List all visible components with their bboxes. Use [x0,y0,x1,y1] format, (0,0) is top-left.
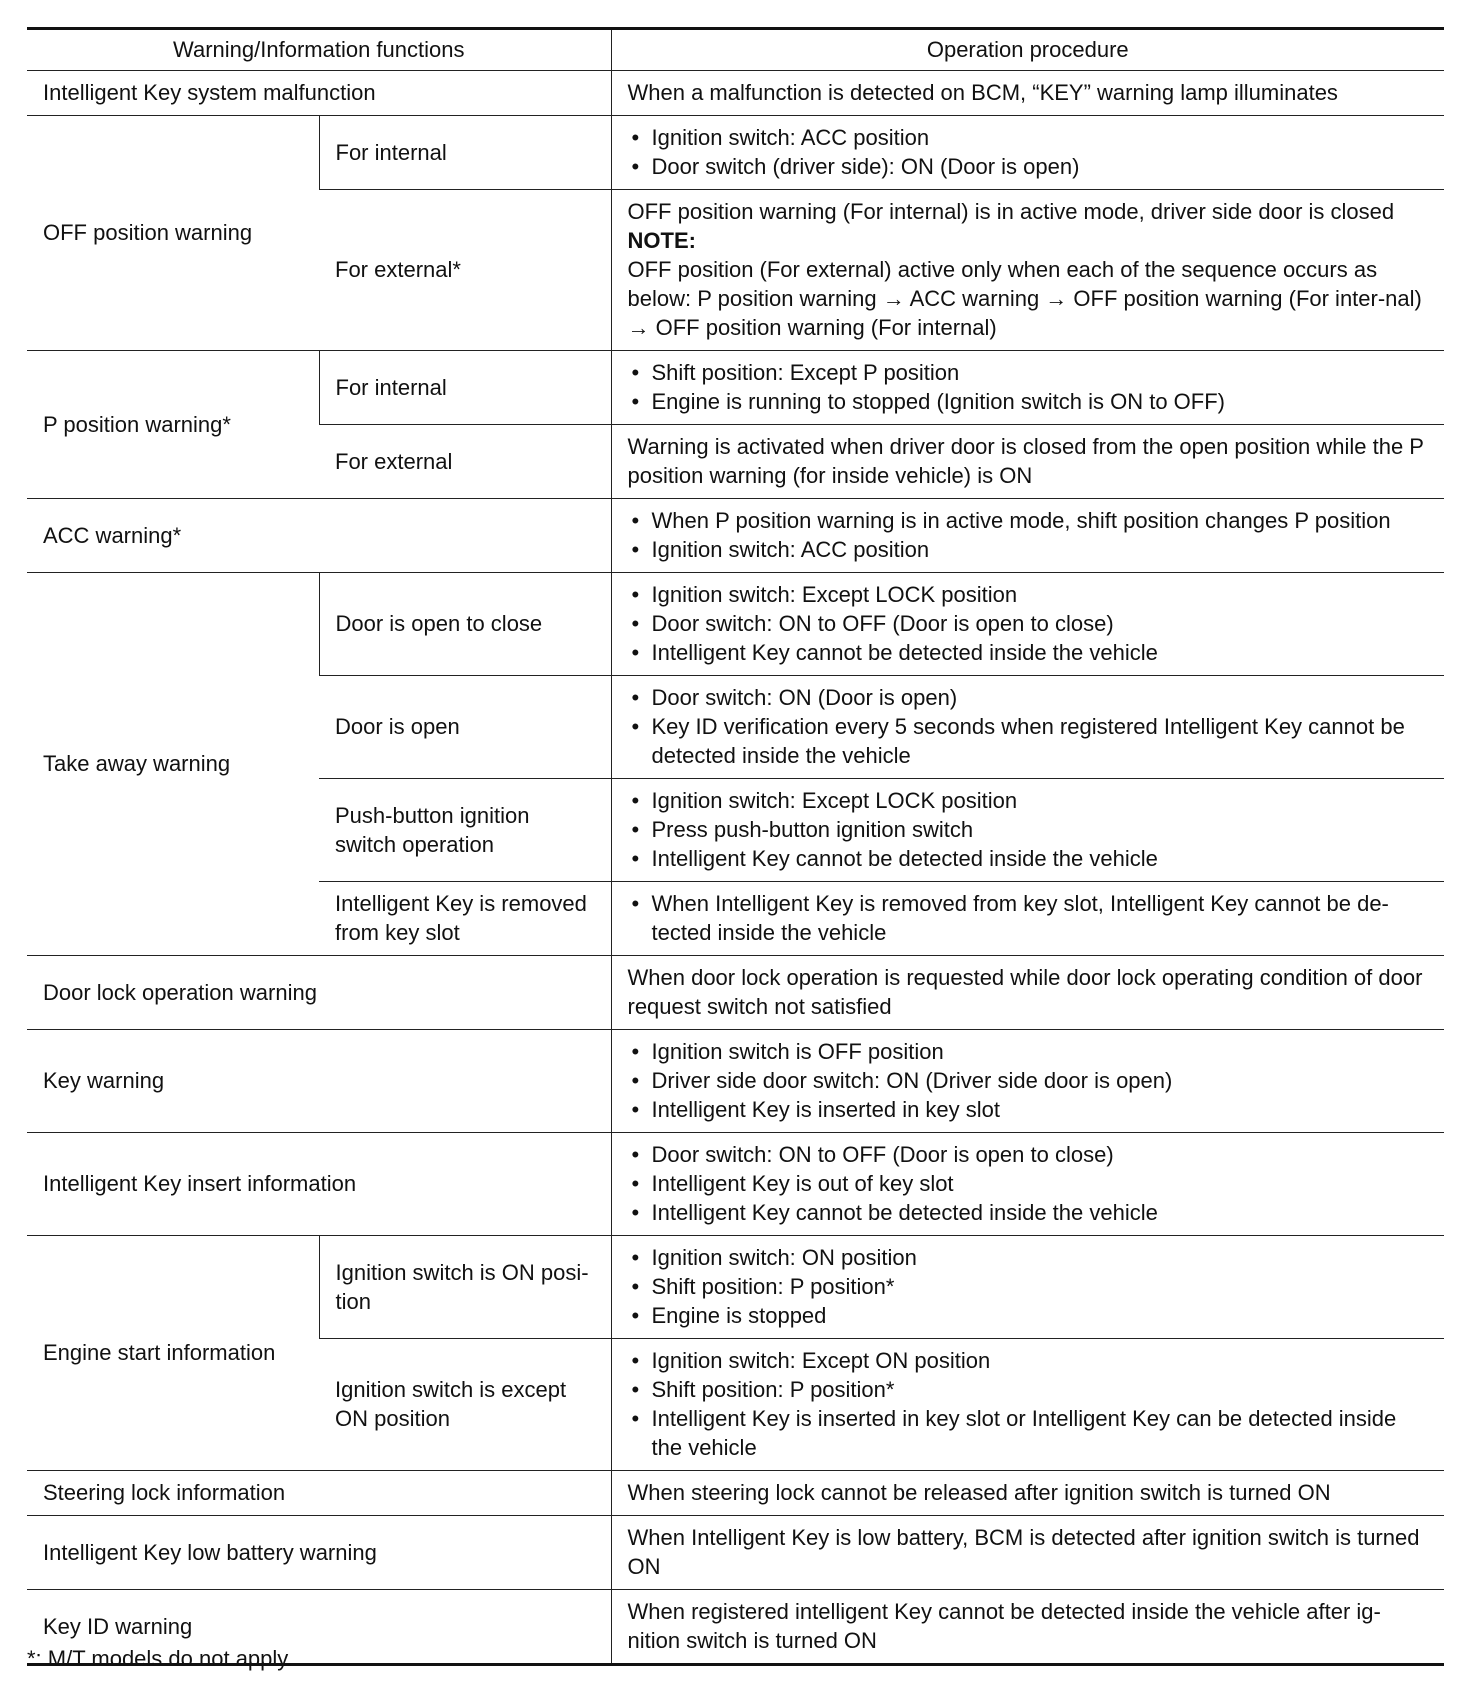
sub-function-label: Ignition switch is except ON position [319,1339,611,1471]
procedure-cell [611,1030,1444,1133]
procedure-bullet: • Ignition switch: Except ON position [628,1346,1431,1375]
function-label: Steering lock information [27,1471,611,1516]
header-procedure: Operation procedure [611,29,1444,71]
procedure-text: When Intelligent Key is low battery, BCM is detected after ignition switch is turned ON [611,1516,1444,1590]
table-row [27,351,1444,425]
procedure-text: When door lock operation is requested while door lock operating condition of door request switch not satisfied [611,956,1444,1030]
procedure-cell [611,779,1444,882]
table-row [27,1516,1444,1590]
procedure-bullet: • Driver side door switch: ON (Driver side door is open) [628,1066,1431,1095]
function-label: Intelligent Key low battery warning [27,1516,611,1590]
procedure-bullet: • Press push-button ignition switch [628,815,1431,844]
procedure-bullet: • Door switch: ON to OFF (Door is open to close) [628,609,1431,638]
table-row [27,71,1444,116]
procedure-cell [611,676,1444,779]
procedure-bullet: • Intelligent Key cannot be detected inside the vehicle [628,844,1431,873]
procedure-text: When steering lock cannot be released after ignition switch is turned ON [611,1471,1444,1516]
procedure-bullet: • Door switch: ON to OFF (Door is open to close) [628,1140,1431,1169]
procedure-bullet: • Intelligent Key cannot be detected inside the vehicle [628,1198,1431,1227]
procedure-bullet: • Shift position: Except P position [628,358,1431,387]
function-label: Door lock operation warning [27,956,611,1030]
procedure-cell [611,1133,1444,1236]
function-label: Key ID warning [27,1590,611,1665]
note-label: NOTE: [627,228,696,253]
procedure-bullet: • Intelligent Key is out of key slot [628,1169,1431,1198]
sub-function-label: Intelligent Key is removed from key slot [319,882,611,956]
function-label: Engine start information [27,1236,319,1471]
note-text: OFF position (For external) active only when each of the sequence occurs as below: P position warning → ACC warning → OFF position warning (For inter-nal) → OFF position warning (For internal) [627,257,1422,340]
footnote: *: M/T models do not apply. [27,1646,293,1671]
table-row [27,1133,1444,1236]
function-label: Intelligent Key system malfunction [27,71,611,116]
procedure-cell [611,190,1444,351]
procedure-bullet: • Ignition switch: ACC position [628,123,1431,152]
function-label: Intelligent Key insert information [27,1133,611,1236]
procedure-bullet: • Shift position: P position* [628,1272,1431,1301]
procedure-bullet: • Shift position: P position* [628,1375,1431,1404]
function-label: Key warning [27,1030,611,1133]
table-row [27,1030,1444,1133]
procedure-bullet: • Intelligent Key is inserted in key slot [628,1095,1431,1124]
table-row [27,573,1444,676]
procedure-cell [611,116,1444,190]
table-row [27,1236,1444,1339]
procedure-bullet: • When Intelligent Key is removed from key slot, Intelligent Key cannot be de-tected inside the vehicle [628,889,1431,947]
procedure-bullet: • Key ID verification every 5 seconds when registered Intelligent Key cannot be detected inside the vehicle [628,712,1431,770]
sub-function-label: Push-button ignition switch operation [319,779,611,882]
sub-function-label: For internal [319,351,611,425]
table-row [27,116,1444,190]
procedure-text: OFF position warning (For internal) is in active mode, driver side door is closed [627,199,1395,224]
procedure-bullet: • Ignition switch: ACC position [628,535,1431,564]
procedure-cell [611,351,1444,425]
table-row [27,956,1444,1030]
procedure-text: When a malfunction is detected on BCM, “KEY” warning lamp illuminates [611,71,1444,116]
function-label: ACC warning* [27,499,611,573]
procedure-bullet: • Intelligent Key cannot be detected inside the vehicle [628,638,1431,667]
procedure-bullet: • Intelligent Key is inserted in key slot or Intelligent Key can be detected inside the vehicle [628,1404,1431,1462]
procedure-bullet: • Door switch: ON (Door is open) [628,683,1431,712]
sub-function-label: Ignition switch is ON posi-tion [319,1236,611,1339]
procedure-bullet: • Ignition switch is OFF position [628,1037,1431,1066]
procedure-cell [611,882,1444,956]
warning-functions-table [27,27,1444,1666]
sub-function-label: Door is open to close [319,573,611,676]
procedure-bullet: • Engine is running to stopped (Ignition switch is ON to OFF) [628,387,1431,416]
procedure-text: When registered intelligent Key cannot be detected inside the vehicle after ig-nition switch is turned ON [611,1590,1444,1665]
function-label: OFF position warning [27,116,319,351]
table-row [27,499,1444,573]
procedure-text: Warning is activated when driver door is closed from the open position while the P position warning (for inside vehicle) is ON [611,425,1444,499]
warning-functions-document [27,27,1444,1666]
procedure-bullet: • When P position warning is in active mode, shift position changes P position [628,506,1431,535]
procedure-cell [611,1236,1444,1339]
procedure-bullet: • Engine is stopped [628,1301,1431,1330]
sub-function-label: Door is open [319,676,611,779]
procedure-bullet: • Ignition switch: Except LOCK position [628,786,1431,815]
sub-function-label: For external [319,425,611,499]
function-label: P position warning* [27,351,319,499]
table-row [27,1471,1444,1516]
table-header-row [27,29,1444,71]
procedure-bullet: • Ignition switch: ON position [628,1243,1431,1272]
procedure-bullet: • Door switch (driver side): ON (Door is open) [628,152,1431,181]
procedure-cell [611,499,1444,573]
procedure-cell [611,1339,1444,1471]
procedure-bullet: • Ignition switch: Except LOCK position [628,580,1431,609]
sub-function-label: For external* [319,190,611,351]
sub-function-label: For internal [319,116,611,190]
header-functions: Warning/Information functions [27,29,611,71]
function-label: Take away warning [27,573,319,956]
procedure-cell [611,573,1444,676]
